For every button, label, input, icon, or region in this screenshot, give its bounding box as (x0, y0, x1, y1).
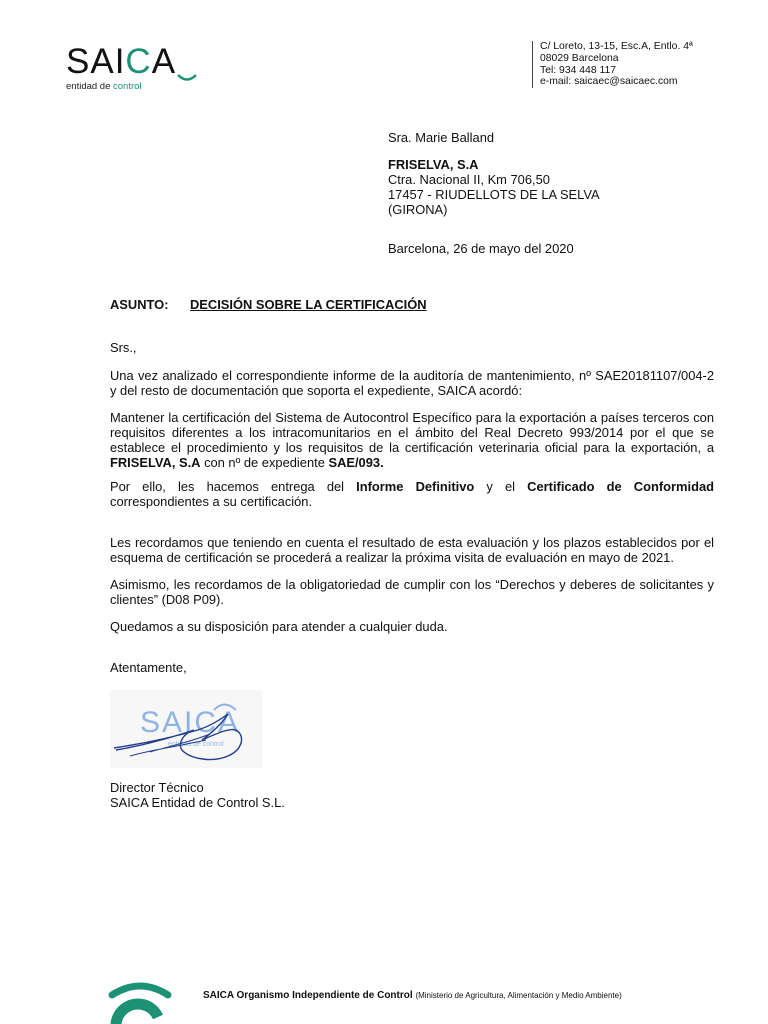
paragraph-obligations (110, 577, 714, 607)
paragraph-line (110, 479, 714, 494)
paragraph-line (110, 455, 714, 470)
footer-ministry: (Ministerio de Agricultura, Alimentación y Medio Ambiente) (415, 991, 622, 1000)
recipient-address-block (388, 157, 600, 217)
stamp-tagline: entidad de control (168, 741, 224, 748)
footer-text (203, 990, 622, 1001)
recipient-company: FRISELVA, S.A (388, 157, 479, 172)
delivery-text-start: Por ello, les hacemos entrega del (110, 479, 357, 494)
recipient-attention: Sra. Marie Balland (388, 130, 495, 145)
closing: Atentamente, (110, 660, 187, 675)
paragraph-delivery (110, 479, 714, 509)
logo-tagline (66, 81, 142, 92)
company-name: FRISELVA, S.A (110, 455, 201, 470)
contact-block (532, 41, 693, 88)
recipient-attention-block (388, 130, 494, 145)
recipient-address-line-1: Ctra. Nacional II, Km 706,50 (388, 172, 550, 187)
date-text: Barcelona, 26 de mayo del 2020 (388, 241, 574, 256)
footer-logo (100, 965, 180, 1024)
paragraph-line: Una vez analizado el correspondiente informe de la auditoría de mantenimiento, nº SAE20181107/004-2 (110, 368, 714, 383)
recipient-address-line-2: 17457 - RIUDELLOTS DE LA SELVA (388, 187, 600, 202)
salutation: Srs., (110, 340, 137, 355)
logo-arc-icon (177, 74, 197, 84)
logo-word-c: C (125, 42, 152, 81)
logo-tag-start: entidad de (66, 81, 114, 92)
file-number-prefix: con nº de expediente (200, 455, 329, 470)
footer-org: SAICA Organismo Independiente de Control (203, 990, 413, 1001)
date-line (388, 241, 574, 256)
paragraph-line: clientes” (D08 P09). (110, 592, 224, 607)
paragraph-line: Les recordamos que teniendo en cuenta el resultado de esta evaluación y los plazos establecidos por el (110, 535, 714, 550)
file-number: SAE/093. (328, 455, 384, 470)
contact-address: C/ Loreto, 13-15, Esc.A, Entlo. 4ª (540, 41, 693, 52)
signature-image (110, 690, 262, 768)
paragraph-line: y del resto de documentación que soporta el expediente, SAICA acordó: (110, 383, 523, 398)
logo-word-start: SAI (66, 42, 126, 81)
paragraph-line: establece el procedimiento y los requisitos de la certificación veterinaria oficial para la exportación, a (110, 440, 714, 455)
paragraph-certification (110, 410, 714, 470)
conformity-certificate: Certificado de Conformidad (527, 479, 714, 494)
paragraph-audit (110, 368, 714, 398)
contact-phone: Tel: 934 448 117 (540, 64, 617, 76)
final-report: Informe Definitivo (356, 479, 475, 494)
logo-word-end: A (151, 42, 177, 81)
saica-logo (66, 40, 196, 100)
footer-logo-icon (100, 965, 180, 1024)
logo-wordmark (66, 40, 176, 84)
subject-text: DECISIÓN SOBRE LA CERTIFICACIÓN (190, 297, 427, 312)
logo-tag-end: control (113, 81, 142, 92)
paragraph-line: Mantener la certificación del Sistema de Autocontrol Específico para la exportación a países terceros con (110, 410, 714, 425)
signatory-block (110, 780, 285, 810)
subject-label: ASUNTO: (110, 297, 169, 312)
delivery-text-mid: y el (474, 479, 528, 494)
paragraph-line: correspondientes a su certificación. (110, 494, 313, 509)
recipient-address-line-3: (GIRONA) (388, 202, 448, 217)
signature-stamp (110, 690, 262, 768)
signatory-company: SAICA Entidad de Control S.L. (110, 795, 285, 810)
paragraph-availability: Quedamos a su disposición para atender a cualquier duda. (110, 619, 448, 634)
signatory-title: Director Técnico (110, 780, 204, 795)
paragraph-line: requisitos diferentes a los intracomunitarios en el ámbito del Real Decreto 993/2014 por el que se (110, 425, 714, 440)
stamp-wordmark: SAICA (140, 706, 241, 739)
contact-city: 08029 Barcelona (540, 52, 619, 64)
paragraph-line: Asimismo, les recordamos de la obligatoriedad de cumplir con los “Derechos y deberes de solicitantes y (110, 577, 714, 592)
contact-email: e-mail: saicaec@saicaec.com (540, 76, 678, 88)
paragraph-line: esquema de certificación se procederá a realizar la próxima visita de evaluación en mayo de 2021. (110, 550, 674, 565)
paragraph-next-visit (110, 535, 714, 565)
